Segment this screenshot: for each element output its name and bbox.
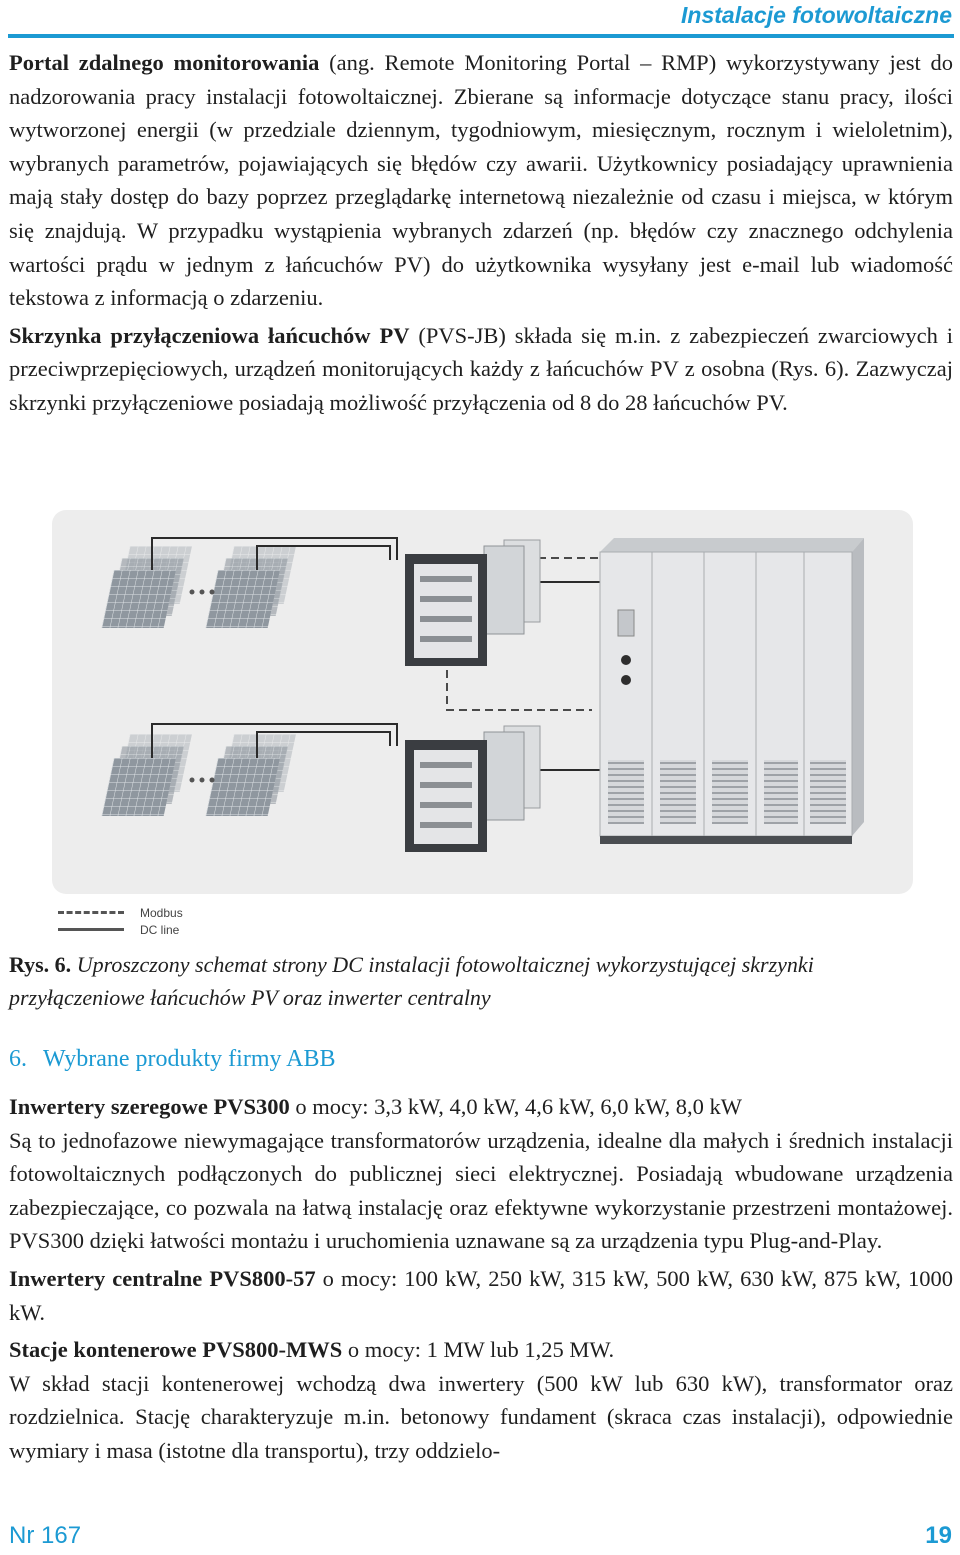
paragraph-container-station-text: W skład stacji kontenerowej wchodzą dwa inwertery (500 kW lub 630 kW), transformator oraz rozdzielnica. Stację charakteryzuje m.in. betonowy fundament (skraca czas instalacji), odpowiednie wymiary i masa (istotne dla transportu), trzy oddzielo- xyxy=(9,1370,953,1463)
central-inverter xyxy=(600,538,864,844)
paragraph-pvs-jb xyxy=(9,319,953,420)
paragraph-pvs300-description xyxy=(9,1124,953,1258)
bottom-text-block xyxy=(9,1090,953,1468)
legend-solid-line-icon xyxy=(58,928,124,931)
paragraph-pvs800-mws-text: o mocy: 1 MW lub 1,25 MW. xyxy=(342,1337,615,1363)
section-number: 6. xyxy=(9,1046,27,1072)
pv-panel-group-upper xyxy=(102,546,296,628)
legend-label-dc-line: DC line xyxy=(140,922,180,937)
legend-item-modbus xyxy=(58,904,183,921)
paragraph-pvs800-mws xyxy=(9,1333,953,1367)
paragraph-rmp-text: (ang. Remote Monitoring Portal – RMP) wykorzystywany jest do nadzorowania pracy instalacji fotowoltaicznej. Zbierane są informacje dotyczące stanu pracy, ilości wytworzonej energii (w przedziale dziennym, tygodniowym, miesięcznym, rocznym i wieloletnim), wybranych parametrów, pojawiających się błędów czy awarii. Użytkownicy posiadający uprawnienia mają stały dostęp do bazy poprzez przeglądarkę internetową niezależnie od czasu i miejsca, w którym się znajdują. W przypadku wystąpienia wybranych zdarzeń (np. błędów czy znacznego odchylenia wartości prądu w jednym z łańcuchów PV) do użytkownika wysyłany jest e-mail lub wiadomość tekstowa z informacją o zdarzeniu. xyxy=(9,50,953,311)
section-title: Wybrane produkty firmy ABB xyxy=(43,1046,336,1072)
paragraph-rmp xyxy=(9,46,953,315)
combiner-box-upper xyxy=(405,540,540,666)
paragraph-pvs-jb-text: (PVS-JB) składa się m.in. z zabezpieczeń zwarciowych i przeciwprzepięciowych, urządzeń monitorujących każdy z łańcuchów PV z osobna (Rys. 6). Zazwyczaj skrzynki przyłączeniowe posiadają możliwość przyłączenia od 8 do 28 łańcuchów PV. xyxy=(9,322,953,415)
figure-legend xyxy=(58,904,183,938)
paragraph-pvs800-57 xyxy=(9,1262,953,1329)
legend-dashed-line-icon xyxy=(58,911,124,914)
header-rule xyxy=(8,34,954,38)
paragraph-rmp-lead: Portal zdalnego monitorowania xyxy=(9,50,320,75)
pv-panel-group-lower xyxy=(102,734,296,816)
footer-issue-number: Nr 167 xyxy=(9,1522,82,1549)
figure-caption-label: Rys. 6. xyxy=(9,952,72,977)
top-text-block xyxy=(9,46,953,420)
paragraph-pvs300-lead: Inwertery szeregowe PVS300 xyxy=(9,1094,290,1119)
dc-schematic-illustration xyxy=(52,510,913,894)
paragraph-pvs800-57-text: o mocy: 100 kW, 250 kW, 315 kW, 500 kW, 630 kW, 875 kW, 1000 kW. xyxy=(9,1265,953,1325)
paragraph-pvs300-heading xyxy=(9,1090,953,1124)
paragraph-pvs-jb-lead: Skrzynka przyłączeniowa łańcuchów PV xyxy=(9,322,410,348)
footer-page-number: 19 xyxy=(925,1522,952,1549)
paragraph-pvs300-text: Są to jednofazowe niewymagające transformatorów urządzenia, idealne dla małych i średnich instalacji fotowoltaicznych podłączonych do publicznej sieci elektrycznej. Posiadają wbudowane urządzenia zabezpieczające, co pozwala na łatwą instalację oraz efektywne wykorzystanie przestrzeni montażowej. PVS300 dzięki łatwości montażu i uruchomienia uznawane są za urządzenia typu Plug-and-Play. xyxy=(9,1127,953,1254)
paragraph-container-station xyxy=(9,1367,953,1468)
combiner-box-lower xyxy=(405,726,540,852)
paragraph-pvs800-57-lead: Inwertery centralne PVS800-57 xyxy=(9,1265,316,1291)
figure-caption-text: Uproszczony schemat strony DC instalacji fotowoltaicznej wykorzystującej skrzynki przyłączeniowe łańcuchów PV oraz inwerter centralny xyxy=(9,952,814,1010)
paragraph-pvs300-power: o mocy: 3,3 kW, 4,0 kW, 4,6 kW, 6,0 kW, 8,0 kW xyxy=(289,1094,743,1119)
figure-dc-schematic xyxy=(52,510,913,894)
paragraph-pvs800-mws-lead: Stacje kontenerowe PVS800-MWS xyxy=(9,1337,343,1363)
section-heading xyxy=(9,1046,336,1073)
legend-item-dc-line xyxy=(58,921,183,938)
running-header-title: Instalacje fotowoltaiczne xyxy=(681,2,952,28)
figure-caption xyxy=(9,948,953,1014)
legend-label-modbus: Modbus xyxy=(140,905,183,920)
